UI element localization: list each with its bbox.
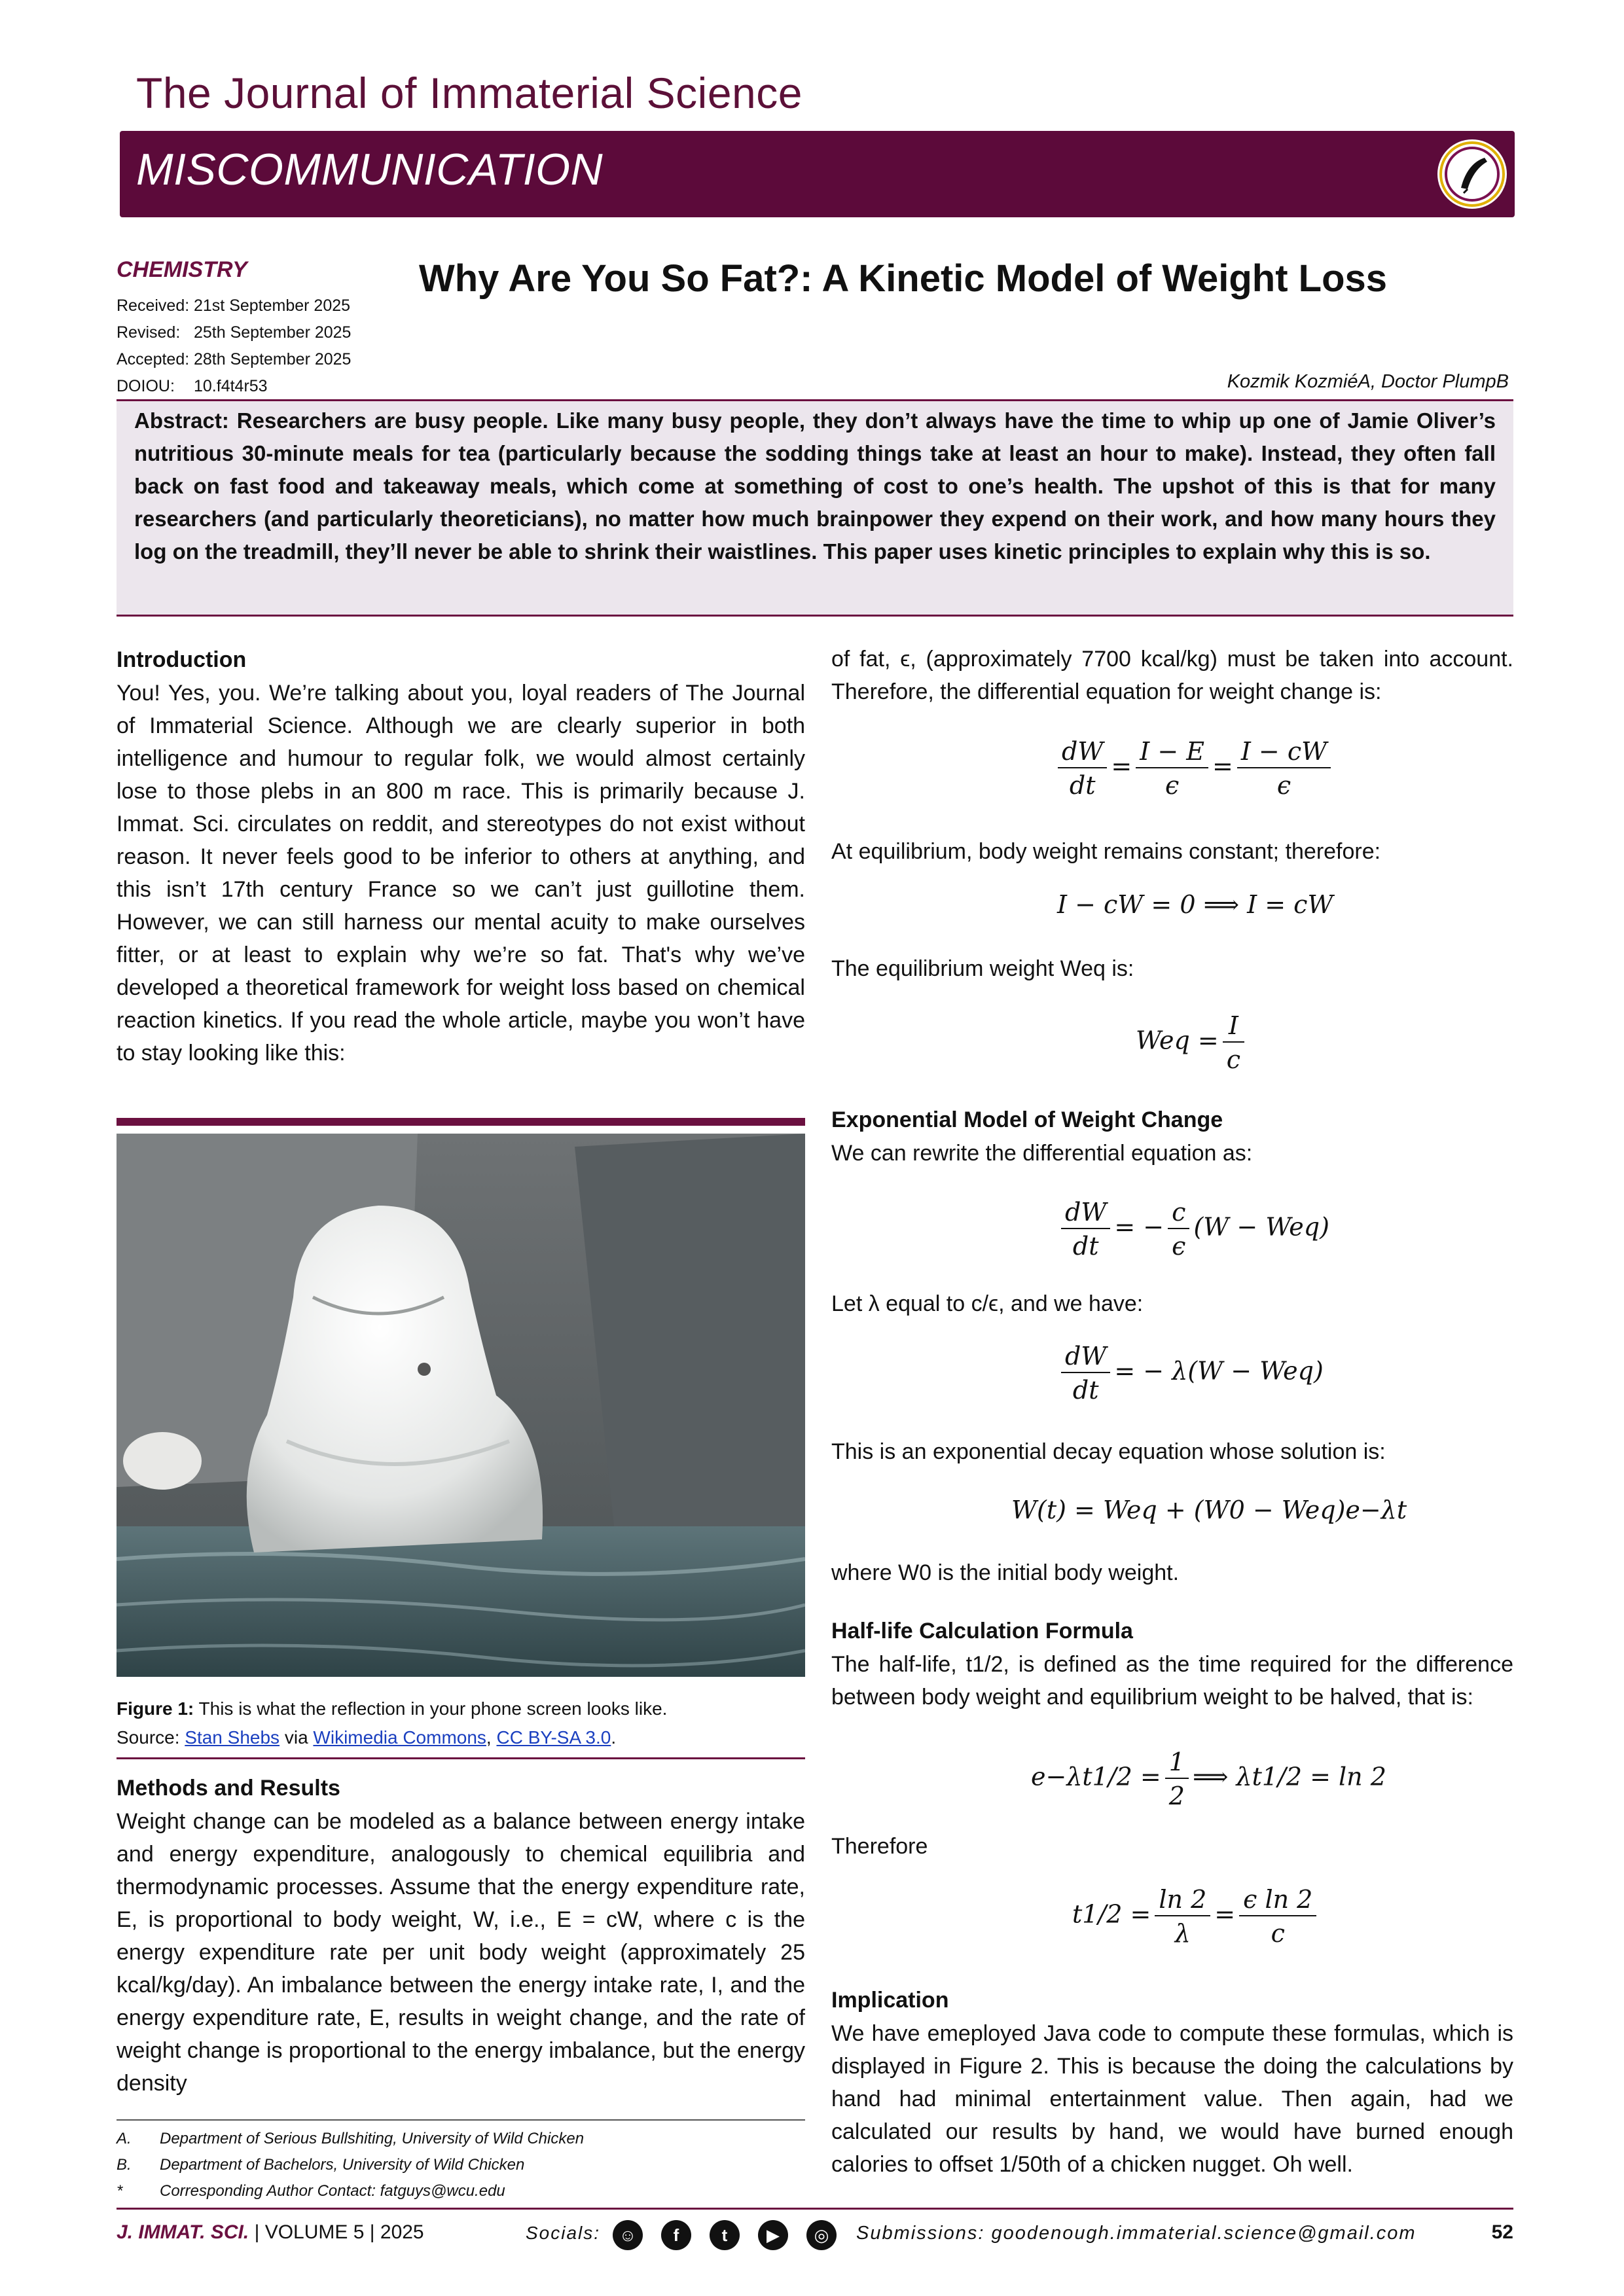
eq-frac-den: ϵ <box>1276 771 1291 800</box>
eq-frac-num: I − E <box>1136 737 1208 768</box>
youtube-icon[interactable]: ▶ <box>758 2220 788 2250</box>
right-paragraph-4: We can rewrite the differential equation as: <box>831 1141 1253 1166</box>
eq-op: = <box>1111 751 1132 781</box>
figure-label: Figure 1: <box>117 1698 194 1719</box>
eq-frac-den: 2 <box>1168 1782 1185 1810</box>
footnote-rule <box>117 2119 805 2121</box>
right-paragraph-5: Let λ equal to c/ϵ, and we have: <box>831 1291 1144 1316</box>
left-column <box>117 643 805 1069</box>
introduction-text: You! Yes, you. We’re talking about you, loyal readers of The Journal of Immaterial Science. Although we are clearly superior in both intelligence and humour to regular folk, we would almost certainly lose to those plebs in an 800 m race. This is primarily because J. Immat. Sci. circulates on reddit, and stereotypes do not exist without reason. It never feels good to be inferior to others at anything, and this isn’t 17th century France so we can’t just guillotine them. However, we can still harness our mental acuity to make ourselves fitter, or at least to explain why we’re so fat. That's why we’ve developed a theoretical framework for weight loss based on chemical reaction kinetics. If you read the whole article, maybe you won’t have to stay looking like this: <box>117 681 805 1066</box>
right-paragraph-6: This is an exponential decay equation whose solution is: <box>831 1439 1386 1464</box>
eq-frac-num: dW <box>1061 1198 1110 1229</box>
eq-lhs: Weq = <box>1136 1026 1219 1055</box>
eq-frac-num: dW <box>1058 737 1107 768</box>
submissions-email[interactable]: Submissions: goodenough.immaterial.science@gmail.com <box>856 2223 1416 2244</box>
paper-title: Why Are You So Fat?: A Kinetic Model of Weight Loss <box>419 257 1388 300</box>
eq-frac-den: c <box>1271 1919 1285 1948</box>
eq-op: = <box>1214 1899 1236 1929</box>
article-meta <box>117 293 351 400</box>
eq-frac-num: ϵ ln 2 <box>1239 1885 1316 1916</box>
equation-lambda <box>1057 1342 1324 1405</box>
footer-rule <box>117 2208 1513 2210</box>
abstract <box>134 404 1496 568</box>
right-paragraph-3: The equilibrium weight Weq is: <box>831 956 1134 981</box>
equation-solution: W(t) = Weq + (W0 − Weq)e−λt <box>1011 1496 1407 1524</box>
eq-frac-den: dt <box>1072 1232 1099 1261</box>
footnote-key: * <box>117 2182 123 2200</box>
caption-rule <box>117 1757 805 1759</box>
figure-1-caption: Figure 1: This is what the reflection in your phone screen looks like. Source: Stan Shebs via Wikimedia Commons, CC BY-SA 3.0. <box>117 1698 668 1748</box>
eq-rhs: (W − Weq) <box>1193 1212 1329 1242</box>
instagram-icon[interactable]: ◎ <box>806 2220 837 2250</box>
right-paragraph-7: where W0 is the initial body weight. <box>831 1560 1180 1585</box>
eq-frac-num: I <box>1223 1011 1244 1043</box>
eq-frac-den: λ <box>1174 1919 1191 1948</box>
meta-key: DOIOU: <box>117 377 175 395</box>
half-life-heading: Half-life Calculation Formula <box>831 1619 1133 1643</box>
eq-frac-num: dW <box>1061 1342 1110 1373</box>
source-end: . <box>611 1727 617 1748</box>
right-paragraph-8: The half-life, t1/2, is defined as the time required for the difference between body weight and equilibrium weight to be halved, that is: <box>831 1652 1513 1710</box>
equation-equilibrium: I − cW = 0 ⟹ I = cW <box>1057 890 1333 919</box>
introduction-heading: Introduction <box>117 647 247 672</box>
eq-op: = <box>1212 751 1233 781</box>
abstract-text: Researchers are busy people. Like many busy people, they don’t always have the time to whip up one of Jamie Oliver’s nutritious 30-minute meals for tea (particularly because the sodding things take at least an hour to make). Instead, they often fall back on fast food and takeaway meals, which come at something of cost to one’s health. The upshot of this is that for many researchers (and particularly theoreticians), no matter how much brainpower they expend on their work, and how many hours they log on the treadmill, they’ll never be able to shrink their waistlines. This paper uses kinetic principles to explain why this is so. <box>134 408 1496 564</box>
equation-weq <box>1136 1011 1248 1074</box>
right-paragraph-9: Therefore <box>831 1834 928 1859</box>
journal-title: The Journal of Immaterial Science <box>136 69 803 117</box>
license-link[interactable]: CC BY-SA 3.0 <box>496 1727 611 1748</box>
source-via: via <box>284 1727 308 1748</box>
page-number: 52 <box>1491 2221 1513 2243</box>
figure-rule <box>117 1118 805 1126</box>
right-paragraph-2: At equilibrium, body weight remains constant; therefore: <box>831 839 1381 864</box>
banner-text: MISCOMMUNICATION <box>136 145 604 194</box>
eq-lhs: t1/2 = <box>1072 1899 1151 1929</box>
page-footer <box>117 2217 1513 2250</box>
footnote-key: B. <box>117 2156 132 2174</box>
authors: Kozmik KozmiéA, Doctor PlumpB <box>1227 371 1509 392</box>
eq-frac-num: ln 2 <box>1155 1885 1210 1916</box>
eq-frac-den: c <box>1226 1045 1240 1074</box>
meta-value: 21st September 2025 <box>194 296 351 315</box>
twitter-icon[interactable]: t <box>710 2220 740 2250</box>
section-label: CHEMISTRY <box>117 257 247 282</box>
meta-value: 28th September 2025 <box>194 350 352 368</box>
meta-key: Accepted: <box>117 350 190 368</box>
figure-1-beluga-image <box>117 1134 805 1677</box>
figure-caption-text: This is what the reflection in your phone screen looks like. <box>198 1698 668 1719</box>
socials-label: Socials: <box>526 2223 601 2243</box>
eq-frac-den: ϵ <box>1164 771 1180 800</box>
eq-rhs: ⟹ λt1/2 = ln 2 <box>1192 1762 1386 1791</box>
eq-frac-den: dt <box>1069 771 1096 800</box>
figure-source-prefix: Source: <box>117 1727 180 1748</box>
footnote-text: Department of Bachelors, University of Wild Chicken <box>160 2156 525 2174</box>
footnote-key: A. <box>117 2130 132 2147</box>
meta-value: 10.f4t4r53 <box>194 377 268 395</box>
eq-lhs: e−λt1/2 = <box>1031 1762 1161 1791</box>
methods-text: Weight change can be modeled as a balance between energy intake and energy expenditure, analogously to chemical equilibria and thermodynamic processes. Assume that the energy expenditure rate, E, is proportional to body weight, W, i.e., E = cW, where c is the energy expenditure rate per unit body weight (approximately 25 kcal/kg/day). An imbalance between the energy intake rate, I, and the energy expenditure rate, E, results in weight change, and the rate of weight change is proportional to the energy imbalance, but the energy density <box>117 1809 805 2096</box>
source-author-link[interactable]: Stan Shebs <box>185 1727 280 1748</box>
footer-journal <box>117 2221 424 2244</box>
facebook-icon[interactable]: f <box>661 2220 691 2250</box>
eq-rhs: = − λ(W − Weq) <box>1114 1356 1324 1386</box>
footnote-text: Corresponding Author Contact: fatguys@wcu.edu <box>160 2182 505 2200</box>
methods-heading: Methods and Results <box>117 1776 340 1801</box>
eq-frac-num: I − cW <box>1237 737 1331 768</box>
equation-rewrite <box>1057 1198 1329 1261</box>
reddit-icon[interactable]: ☺ <box>613 2220 643 2250</box>
footer-volume: | VOLUME 5 | 2025 <box>254 2221 424 2243</box>
meta-key: Received: <box>117 296 190 315</box>
eq-frac-den: dt <box>1072 1376 1099 1405</box>
wikimedia-link[interactable]: Wikimedia Commons <box>313 1727 486 1748</box>
eq-frac-den: ϵ <box>1172 1232 1186 1261</box>
implication-heading: Implication <box>831 1988 949 2013</box>
meta-value: 25th September 2025 <box>194 323 352 342</box>
eq-frac-num: 1 <box>1165 1748 1189 1779</box>
eq-frac-num: c <box>1168 1198 1189 1229</box>
journal-logo-icon <box>1437 139 1507 209</box>
right-paragraph-10: We have emeployed Java code to compute these formulas, which is displayed in Figure 2. This is because the doing the calculations by hand had minimal entertainment value. Then again, had we calculated our results by hand, we would have burned enough calories to offset 1/50th of a chicken nugget. Oh well. <box>831 2021 1513 2177</box>
footnotes <box>117 2126 805 2204</box>
eq-op: = − <box>1114 1212 1164 1242</box>
equation-dw-dt <box>1054 737 1335 800</box>
right-paragraph-1: of fat, ϵ, (approximately 7700 kcal/kg) must be taken into account. Therefore, the differential equation for weight change is: <box>831 647 1513 704</box>
equation-half-life <box>1031 1748 1386 1810</box>
abstract-label: Abstract: <box>134 408 229 433</box>
meta-key: Revised: <box>117 323 181 342</box>
exponential-heading: Exponential Model of Weight Change <box>831 1107 1223 1132</box>
methods-section <box>117 1771 805 2100</box>
footnote-text: Department of Serious Bullshiting, University of Wild Chicken <box>160 2130 585 2147</box>
footer-journal-name: J. IMMAT. SCI. <box>117 2221 249 2243</box>
equation-t-half <box>1072 1885 1320 1948</box>
